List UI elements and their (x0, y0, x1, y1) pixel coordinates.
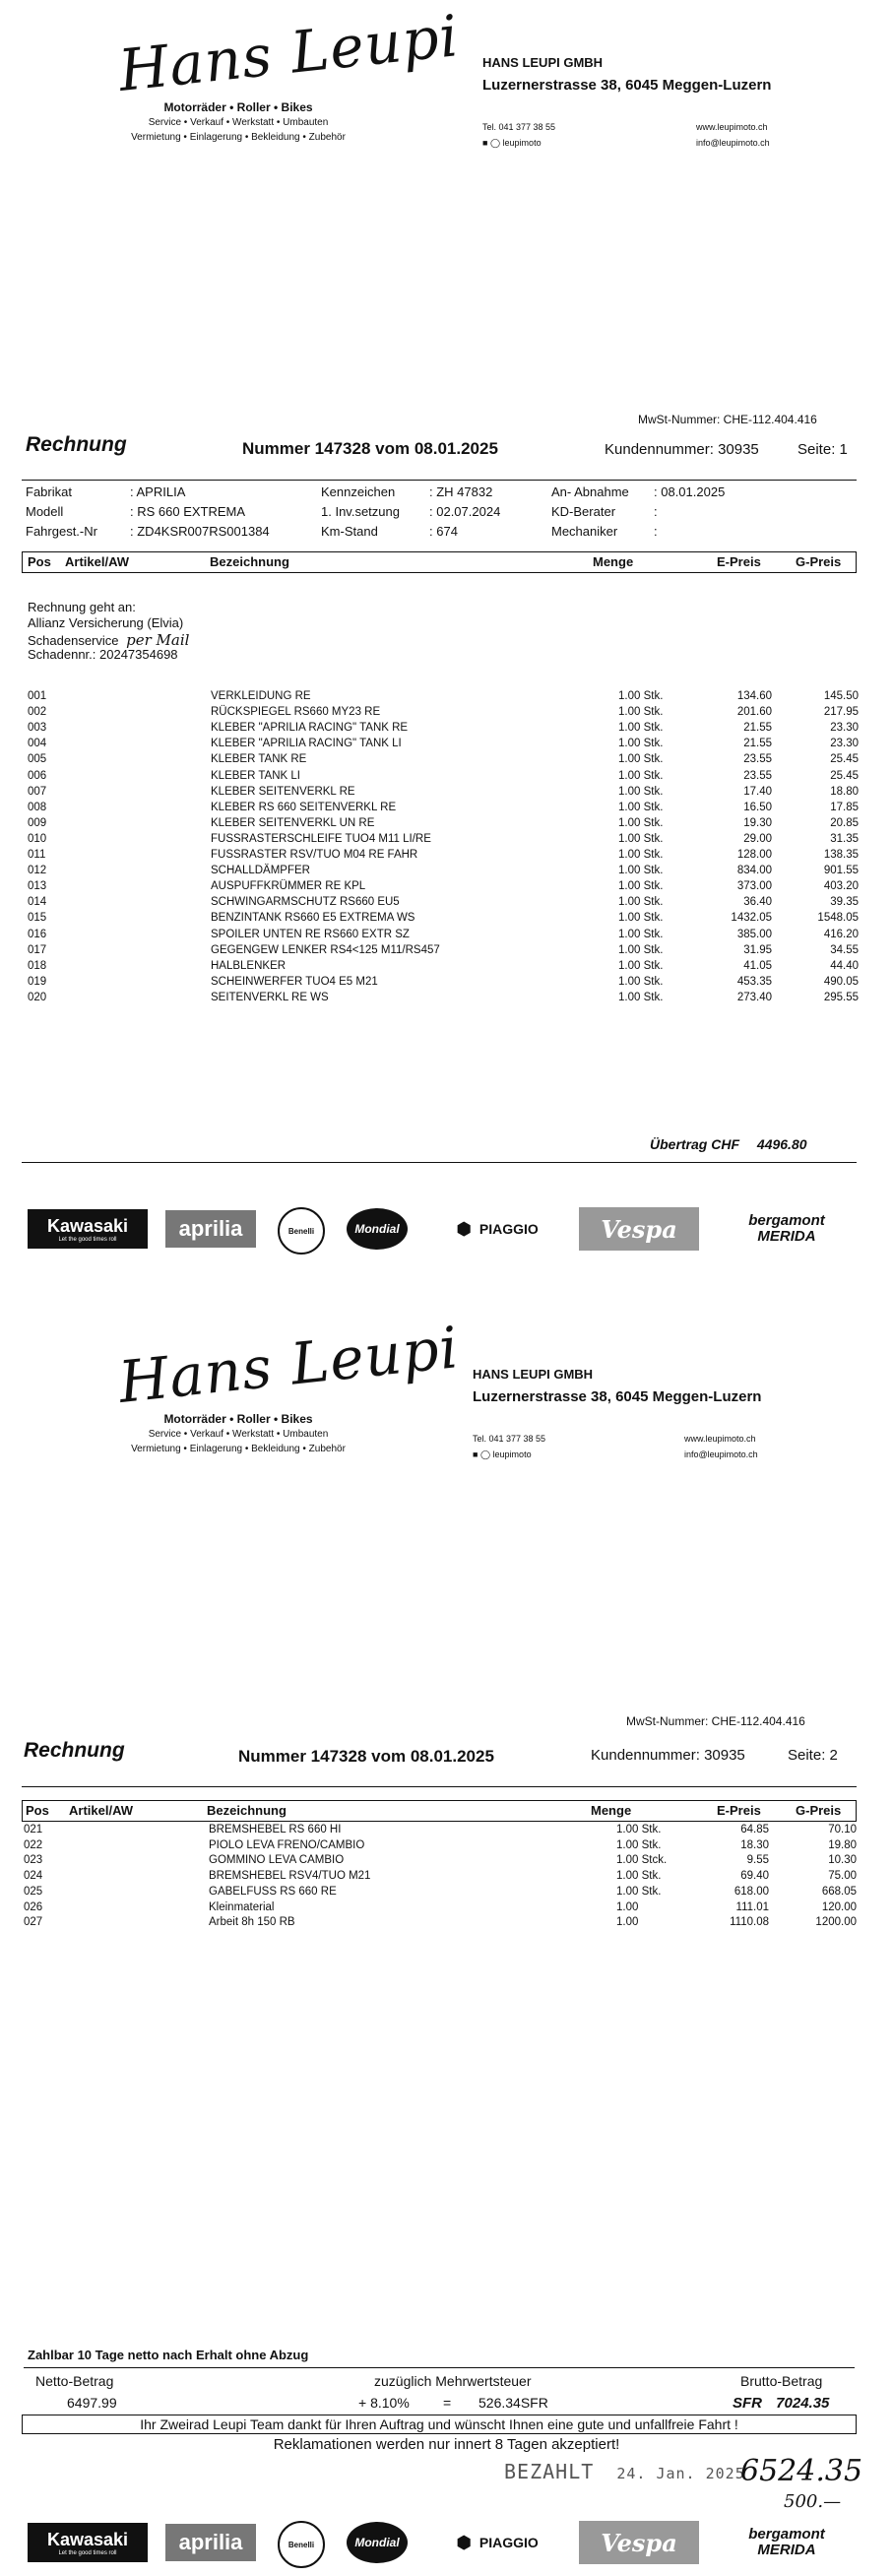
label-km: Km-Stand (321, 524, 378, 539)
row-quantity: 1.00 Stk. (618, 690, 664, 702)
row-pos: 014 (28, 896, 47, 909)
row-description: FUSSRASTER RSV/TUO M04 RE FAHR (211, 849, 418, 861)
aprilia-logo-text: aprilia (178, 1216, 243, 1241)
company-services: Service • Verkauf • Werkstatt • Umbauten (148, 1429, 329, 1440)
row-quantity: 1.00 Stk. (618, 912, 664, 925)
row-quantity: 1.00 Stk. (618, 959, 664, 972)
note-recipient-label: Rechnung geht an: (28, 600, 136, 614)
row-pos: 023 (24, 1854, 43, 1867)
social-handle (482, 138, 542, 149)
row-total-price: 18.80 (830, 785, 859, 798)
row-total-price: 145.50 (823, 690, 859, 702)
row-description: SCHALLDÄMPFER (211, 865, 310, 877)
col-menge: Menge (591, 1803, 632, 1818)
table-row (0, 1916, 893, 1934)
equals-sign: = (443, 2395, 452, 2411)
row-total-price: 403.20 (823, 880, 859, 893)
aprilia-logo (165, 2524, 256, 2561)
row-quantity: 1.00 Stk. (618, 785, 664, 798)
row-quantity: 1.00 Stk. (618, 769, 664, 782)
company-services-2: Vermietung • Einlagerung • Bekleidung • Zubehör (131, 132, 346, 143)
row-description: AUSPUFFKRÜMMER RE KPL (211, 880, 366, 893)
piaggio-logo (433, 2525, 561, 2560)
row-description: KLEBER "APRILIA RACING" TANK RE (211, 722, 409, 735)
row-quantity: 1.00 Stk. (618, 865, 664, 877)
row-pos: 007 (28, 785, 47, 798)
vat-number: MwSt-Nummer: CHE-112.404.416 (626, 1714, 805, 1728)
row-description: BREMSHEBEL RS 660 HI (209, 1824, 342, 1835)
value-modell: : RS 660 EXTREMA (130, 504, 246, 519)
col-pos: Pos (28, 554, 51, 569)
row-description: SCHEINWERFER TUO4 E5 M21 (211, 975, 378, 988)
row-quantity: 1.00 Stk. (618, 816, 664, 829)
company-website: www.leupimoto.ch (684, 1434, 756, 1444)
fabrikat-text: APRILIA (136, 484, 186, 499)
row-quantity: 1.00 Stk. (618, 801, 664, 813)
row-quantity: 1.00 Stk. (616, 1824, 662, 1835)
company-phone: Tel. 041 377 38 55 (473, 1434, 546, 1444)
inv-text: 02.07.2024 (436, 504, 501, 519)
col-epreis: E-Preis (717, 554, 761, 569)
col-gpreis: G-Preis (796, 554, 842, 569)
row-unit-price: 1110.08 (730, 1916, 769, 1929)
instagram-icon: ◯ (489, 138, 501, 148)
customer-number: Kundennummer: 30935 (605, 441, 759, 458)
row-pos: 019 (28, 975, 47, 988)
social-handle-text: leupimoto (502, 138, 542, 148)
social-handle (473, 1449, 532, 1460)
mondial-logo (347, 1208, 408, 1250)
row-total-price: 138.35 (823, 849, 859, 861)
row-unit-price: 618.00 (734, 1885, 769, 1898)
row-unit-price: 373.00 (736, 880, 772, 893)
row-description: FUSSRASTERSCHLEIFE TUO4 M11 LI/RE (211, 832, 431, 845)
invoice-number: Nummer 147328 vom 08.01.2025 (238, 1747, 494, 1766)
row-total-price: 17.85 (830, 801, 859, 813)
row-total-price: 44.40 (830, 959, 859, 972)
row-quantity: 1.00 Stk. (618, 943, 664, 956)
vat-rate: + 8.10% (358, 2395, 410, 2411)
piaggio-logo-text: PIAGGIO (478, 2535, 539, 2550)
piaggio-logo-text: PIAGGIO (478, 1221, 539, 1237)
row-description: BENZINTANK RS660 E5 EXTREMA WS (211, 912, 415, 925)
row-pos: 027 (24, 1916, 43, 1929)
row-quantity: 1.00 Stk. (618, 928, 664, 940)
col-gpreis: G-Preis (796, 1803, 842, 1818)
benelli-logo-text: Benelli (287, 2540, 315, 2549)
benelli-logo (278, 2521, 325, 2568)
col-artikel: Artikel/AW (65, 554, 130, 569)
row-quantity: 1.00 Stk. (616, 1838, 662, 1851)
row-quantity: 1.00 Stk. (618, 896, 664, 909)
row-pos: 001 (28, 690, 47, 702)
row-unit-price: 273.40 (736, 991, 772, 1003)
divider (22, 1162, 857, 1163)
row-quantity: 1.00 Stk. (618, 738, 664, 750)
facebook-icon: ■ (473, 1449, 478, 1459)
row-unit-price: 19.30 (743, 816, 772, 829)
row-quantity: 1.00 Stk. (618, 832, 664, 845)
handwritten-deduction: 500.— (784, 2491, 842, 2512)
handwritten-paid-amount: 6524.35 (740, 2454, 863, 2488)
modell-text: RS 660 EXTREMA (137, 504, 246, 519)
label-fabrikat: Fabrikat (26, 484, 72, 499)
row-pos: 004 (28, 738, 47, 750)
row-quantity: 1.00 Stk. (618, 849, 664, 861)
label-modell: Modell (26, 504, 64, 519)
thanks-box (22, 2415, 857, 2434)
note-insurer: Allianz Versicherung (Elvia) (28, 615, 184, 630)
row-total-price: 1200.00 (815, 1916, 857, 1929)
company-email: info@leupimoto.ch (696, 138, 770, 148)
row-pos: 022 (24, 1838, 43, 1851)
mwst-label: zuzüglich Mehrwertsteuer (374, 2373, 532, 2389)
row-pos: 006 (28, 769, 47, 782)
row-pos: 020 (28, 991, 47, 1003)
col-artikel: Artikel/AW (69, 1803, 134, 1818)
facebook-icon: ■ (482, 138, 488, 148)
row-unit-price: 36.40 (743, 896, 772, 909)
bergamont-merida-logo-text: bergamont (748, 2525, 825, 2543)
row-description: KLEBER "APRILIA RACING" TANK LI (211, 738, 402, 750)
row-unit-price: 17.40 (743, 785, 772, 798)
value-kennzeichen: : ZH 47832 (429, 484, 493, 499)
label-inverkehrsetzung: 1. Inv.setzung (321, 504, 400, 519)
invoice-number: Nummer 147328 vom 08.01.2025 (242, 439, 498, 458)
km-text: 674 (436, 524, 458, 539)
col-bezeichnung: Bezeichnung (210, 554, 289, 569)
value-fabrikat: : APRILIA (130, 484, 186, 499)
label-mechaniker: Mechaniker (551, 524, 618, 539)
divider (22, 1786, 857, 1787)
row-pos: 002 (28, 706, 47, 719)
row-quantity: 1.00 (616, 1900, 639, 1913)
note-schadenservice-text: Schadenservice (28, 633, 119, 648)
brutto-label: Brutto-Betrag (740, 2373, 823, 2389)
kennzeichen-text: ZH 47832 (436, 484, 493, 499)
note-claim-number: Schadennr.: 20247354698 (28, 647, 178, 662)
row-unit-price: 128.00 (736, 849, 772, 861)
company-name: HANS LEUPI GMBH (482, 55, 604, 70)
col-menge: Menge (593, 554, 634, 569)
thanks-message: Ihr Zweirad Leupi Team dankt für Ihren Auftrag und wünscht Ihnen eine gute und unfallfreie Fahrt ! (140, 2416, 738, 2432)
label-kd-berater: KD-Berater (551, 504, 616, 519)
row-pos: 026 (24, 1900, 43, 1913)
row-pos: 013 (28, 880, 47, 893)
row-unit-price: 29.00 (743, 832, 772, 845)
complaint-note: Reklamationen werden nur innert 8 Tagen akzeptiert! (273, 2436, 620, 2453)
company-website: www.leupimoto.ch (696, 122, 768, 132)
row-description: Arbeit 8h 150 RB (209, 1916, 295, 1929)
instagram-icon: ◯ (479, 1449, 491, 1459)
row-pos: 018 (28, 959, 47, 972)
row-quantity: 1.00 Stk. (618, 706, 664, 719)
row-unit-price: 134.60 (736, 690, 772, 702)
kawasaki-logo-subtext: Let the good times roll (58, 2549, 117, 2556)
netto-amount: 6497.99 (67, 2395, 117, 2411)
row-total-price: 19.80 (828, 1838, 857, 1851)
row-unit-price: 385.00 (736, 928, 772, 940)
row-description: HALBLENKER (211, 959, 287, 972)
value-inverkehrsetzung: : 02.07.2024 (429, 504, 501, 519)
row-quantity: 1.00 (616, 1916, 639, 1929)
row-description: PIOLO LEVA FRENO/CAMBIO (209, 1838, 365, 1851)
row-unit-price: 201.60 (736, 706, 772, 719)
row-total-price: 70.10 (828, 1824, 857, 1835)
mondial-logo-text: Mondial (354, 2536, 400, 2549)
value-km: : 674 (429, 524, 458, 539)
row-unit-price: 21.55 (743, 738, 772, 750)
vespa-logo (579, 1207, 699, 1251)
value-mechaniker: : (654, 524, 658, 539)
divider (22, 480, 857, 481)
row-unit-price: 41.05 (743, 959, 772, 972)
row-total-price: 120.00 (821, 1900, 857, 1913)
company-logo: Hans Leupi (115, 2, 463, 104)
row-unit-price: 1432.05 (731, 912, 772, 925)
row-description: BREMSHEBEL RSV4/TUO M21 (209, 1870, 371, 1883)
row-unit-price: 31.95 (743, 943, 772, 956)
row-total-price: 23.30 (830, 722, 859, 735)
row-quantity: 1.00 Stk. (618, 991, 664, 1003)
company-address: Luzernerstrasse 38, 6045 Meggen-Luzern (482, 77, 772, 94)
row-unit-price: 18.30 (740, 1838, 769, 1851)
row-description: KLEBER SEITENVERKL RE (211, 785, 355, 798)
company-tagline: Motorräder • Roller • Bikes (163, 1412, 313, 1426)
row-pos: 024 (24, 1870, 43, 1883)
company-address: Luzernerstrasse 38, 6045 Meggen-Luzern (473, 1388, 762, 1405)
row-pos: 025 (24, 1885, 43, 1898)
vat-amount: 526.34SFR (478, 2395, 548, 2411)
vespa-logo-text: Vespa (601, 1214, 677, 1244)
benelli-logo (278, 1207, 325, 1255)
row-quantity: 1.00 Stk. (618, 975, 664, 988)
mondial-logo (347, 2522, 408, 2563)
company-tagline: Motorräder • Roller • Bikes (163, 100, 313, 114)
row-unit-price: 21.55 (743, 722, 772, 735)
row-total-price: 217.95 (823, 706, 859, 719)
row-unit-price: 16.50 (743, 801, 772, 813)
row-total-price: 1548.05 (817, 912, 859, 925)
row-quantity: 1.00 Stk. (618, 880, 664, 893)
row-description: KLEBER SEITENVERKL UN RE (211, 816, 375, 829)
kawasaki-logo (28, 2523, 148, 2562)
row-pos: 015 (28, 912, 47, 925)
row-total-price: 39.35 (830, 896, 859, 909)
col-epreis: E-Preis (717, 1803, 761, 1818)
company-phone: Tel. 041 377 38 55 (482, 122, 556, 132)
row-quantity: 1.00 Stk. (616, 1885, 662, 1898)
row-pos: 003 (28, 722, 47, 735)
company-logo: Hans Leupi (115, 1314, 463, 1416)
paid-stamp (504, 2460, 745, 2483)
row-description: GOMMINO LEVA CAMBIO (209, 1854, 345, 1867)
handwritten-note: per Mail (126, 631, 190, 649)
row-unit-price: 23.55 (743, 769, 772, 782)
row-total-price: 901.55 (823, 865, 859, 877)
label-fahrgest: Fahrgest.-Nr (26, 524, 97, 539)
bergamont-merida-logo-subtext: MERIDA (757, 2542, 816, 2558)
col-bezeichnung: Bezeichnung (207, 1803, 287, 1818)
row-total-price: 25.45 (830, 753, 859, 766)
company-services: Service • Verkauf • Werkstatt • Umbauten (148, 117, 329, 128)
value-fahrgest: : ZD4KSR007RS001384 (130, 524, 270, 539)
kawasaki-logo-subtext: Let the good times roll (58, 1236, 117, 1243)
invoice-title: Rechnung (24, 1739, 125, 1762)
row-total-price: 20.85 (830, 816, 859, 829)
bergamont-merida-logo-text: bergamont (748, 1211, 825, 1229)
customer-number: Kundennummer: 30935 (591, 1747, 745, 1764)
row-total-price: 10.30 (828, 1854, 857, 1867)
value-abnahme: : 08.01.2025 (654, 484, 726, 499)
fahrgest-text: ZD4KSR007RS001384 (137, 524, 270, 539)
row-unit-price: 9.55 (746, 1854, 769, 1867)
row-unit-price: 23.55 (743, 753, 772, 766)
row-pos: 012 (28, 865, 47, 877)
label-abnahme: An- Abnahme (551, 484, 629, 499)
row-pos: 017 (28, 943, 47, 956)
netto-label: Netto-Betrag (35, 2373, 114, 2389)
piaggio-emblem-icon: ⬢ (456, 2532, 472, 2552)
value-kd-berater: : (654, 504, 658, 519)
vespa-logo (579, 2521, 699, 2564)
row-unit-price: 111.01 (735, 1900, 769, 1913)
company-name: HANS LEUPI GMBH (473, 1367, 594, 1382)
row-description: KLEBER RS 660 SEITENVERKL RE (211, 801, 397, 813)
row-description: KLEBER TANK RE (211, 753, 307, 766)
carryover-value: 4496.80 (756, 1136, 807, 1152)
row-pos: 011 (28, 849, 46, 861)
row-total-price: 295.55 (823, 991, 859, 1003)
aprilia-logo-text: aprilia (178, 2530, 243, 2554)
currency-label: SFR (733, 2395, 762, 2412)
row-description: GEGENGEW LENKER RS4<125 M11/RS457 (211, 943, 440, 956)
bergamont-merida-logo-subtext: MERIDA (757, 1228, 816, 1245)
brutto-amount (733, 2395, 829, 2412)
page-number: Seite: 1 (797, 441, 848, 458)
mondial-logo-text: Mondial (354, 1222, 400, 1236)
payment-terms: Zahlbar 10 Tage netto nach Erhalt ohne Abzug (28, 2348, 309, 2362)
brutto-value: 7024.35 (776, 2395, 830, 2412)
row-pos: 021 (24, 1824, 43, 1835)
piaggio-logo (433, 1211, 561, 1247)
row-description: SEITENVERKL RE WS (211, 991, 329, 1003)
row-total-price: 34.55 (830, 943, 859, 956)
divider (24, 2367, 855, 2368)
row-total-price: 25.45 (830, 769, 859, 782)
row-unit-price: 453.35 (736, 975, 772, 988)
row-unit-price: 64.85 (740, 1824, 769, 1835)
invoice-title: Rechnung (26, 433, 127, 456)
kawasaki-logo-text: Kawasaki (46, 2529, 129, 2549)
row-pos: 008 (28, 801, 47, 813)
row-description: GABELFUSS RS 660 RE (209, 1885, 337, 1898)
bergamont-merida-logo (721, 2521, 853, 2564)
abnahme-text: 08.01.2025 (661, 484, 726, 499)
carryover-label: Übertrag CHF (650, 1136, 740, 1152)
social-handle-text: leupimoto (492, 1449, 532, 1459)
row-quantity: 1.00 Stk. (616, 1870, 662, 1883)
paid-stamp-date: 24. Jan. 2025 (616, 2465, 745, 2482)
bergamont-merida-logo (721, 1207, 853, 1251)
piaggio-emblem-icon: ⬢ (456, 1218, 472, 1239)
row-quantity: 1.00 Stk. (618, 722, 664, 735)
benelli-logo-text: Benelli (287, 1226, 315, 1236)
page-number: Seite: 2 (788, 1747, 838, 1764)
row-description: VERKLEIDUNG RE (211, 690, 311, 702)
paid-stamp-text: BEZAHLT (504, 2460, 595, 2483)
aprilia-logo (165, 1210, 256, 1248)
row-pos: 010 (28, 832, 47, 845)
row-pos: 016 (28, 928, 47, 940)
row-quantity: 1.00 Stck. (616, 1854, 668, 1867)
row-total-price: 75.00 (828, 1870, 857, 1883)
row-description: Kleinmaterial (209, 1900, 275, 1913)
col-pos: Pos (26, 1803, 49, 1818)
vat-number: MwSt-Nummer: CHE-112.404.416 (638, 413, 817, 426)
company-email: info@leupimoto.ch (684, 1449, 758, 1459)
row-description: RÜCKSPIEGEL RS660 MY23 RE (211, 706, 381, 719)
row-description: SPOILER UNTEN RE RS660 EXTR SZ (211, 928, 410, 940)
company-services-2: Vermietung • Einlagerung • Bekleidung • Zubehör (131, 1444, 346, 1454)
row-pos: 005 (28, 753, 47, 766)
kawasaki-logo (28, 1209, 148, 1249)
row-quantity: 1.00 Stk. (618, 753, 664, 766)
row-description: KLEBER TANK LI (211, 769, 300, 782)
row-pos: 009 (28, 816, 47, 829)
row-total-price: 31.35 (830, 832, 859, 845)
label-kennzeichen: Kennzeichen (321, 484, 396, 499)
vespa-logo-text: Vespa (601, 2528, 677, 2557)
kawasaki-logo-text: Kawasaki (46, 1215, 129, 1236)
row-unit-price: 69.40 (740, 1870, 769, 1883)
row-total-price: 668.05 (821, 1885, 857, 1898)
row-description: SCHWINGARMSCHUTZ RS660 EU5 (211, 896, 400, 909)
row-total-price: 416.20 (823, 928, 859, 940)
carryover (650, 1136, 807, 1152)
row-total-price: 490.05 (823, 975, 859, 988)
row-total-price: 23.30 (830, 738, 859, 750)
table-row (0, 992, 893, 1009)
row-unit-price: 834.00 (736, 865, 772, 877)
